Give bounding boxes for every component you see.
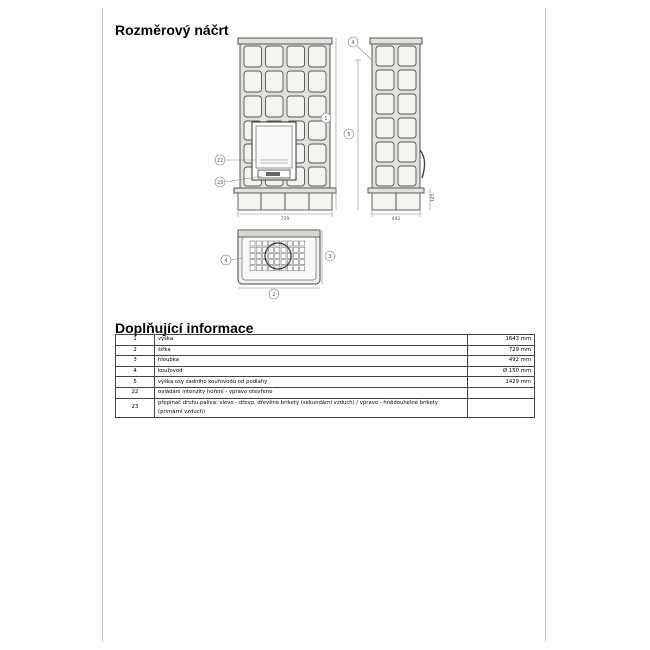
table-cell-label: hloubka: [155, 356, 468, 367]
top-grid-cell: [300, 241, 305, 246]
stove-tile: [287, 71, 305, 92]
top-grid-cell: [293, 266, 298, 271]
side-view: [344, 37, 436, 222]
stove-tile: [376, 118, 394, 138]
table-cell-value: 1643 mm: [468, 335, 535, 346]
stove-tile: [266, 71, 284, 92]
depth-dim-text: 492: [391, 217, 401, 222]
top-grid-cell: [256, 253, 261, 258]
stove-tile: [398, 166, 416, 186]
table-cell-id: 3: [116, 356, 155, 367]
info-table: [115, 334, 535, 418]
info-heading: Doplňující informace: [115, 320, 254, 336]
door-glass: [256, 126, 292, 168]
table-row: [116, 377, 535, 388]
stove-tile: [398, 142, 416, 162]
table-row: [116, 398, 535, 417]
top-grid-cell: [250, 247, 255, 252]
top-grid-cell: [300, 253, 305, 258]
table-cell-value: 1429 mm: [468, 377, 535, 388]
stove-tile: [309, 121, 327, 140]
table-cell-value: [468, 387, 535, 398]
stove-tile: [309, 144, 327, 163]
top-grid-cell: [250, 260, 255, 265]
width-dim-text: 729: [280, 217, 290, 222]
stove-tile: [244, 71, 262, 92]
top-grid-cell: [293, 260, 298, 265]
stove-tile: [266, 46, 284, 67]
table-cell-value: 729 mm: [468, 345, 535, 356]
top-grid-cell: [256, 260, 261, 265]
table-cell-value: [468, 398, 535, 417]
top-grid-cell: [300, 260, 305, 265]
top-grid-cell: [275, 247, 280, 252]
table-cell-label: přepínač druhu paliva: vlevo - dřevo, dřevěné brikety (sekundární vzduch) / vpravo - hnědouhelné brikety (primární vzduch): [155, 398, 468, 417]
stove-tile: [309, 46, 327, 67]
stove-tile: [244, 46, 262, 67]
callout-5-label: 5: [347, 132, 351, 138]
table-cell-label: kouřovod: [155, 366, 468, 377]
stove-tile: [376, 70, 394, 90]
stove-tile: [376, 46, 394, 66]
top-grid-cell: [256, 247, 261, 252]
stove-tile: [376, 94, 394, 114]
stove-tile: [266, 96, 284, 117]
top-grid-cell: [269, 253, 274, 258]
stove-tile: [244, 96, 262, 117]
top-grid-cell: [262, 241, 267, 246]
top-grid-cell: [262, 266, 267, 271]
stove-tile: [398, 46, 416, 66]
front-view: [215, 38, 336, 222]
top-view: [221, 230, 335, 299]
top-grid-cell: [300, 266, 305, 271]
table-row: [116, 356, 535, 367]
table-row: [116, 335, 535, 346]
top-grid-cell: [250, 241, 255, 246]
door-handle: [420, 150, 425, 178]
stove-tile: [287, 46, 305, 67]
table-cell-label: šířka: [155, 345, 468, 356]
top-grid-cell: [269, 247, 274, 252]
callout-4-label: 4: [351, 40, 355, 46]
top-grid-cell: [275, 260, 280, 265]
callout-4-top-label: 4: [224, 258, 228, 264]
table-row: [116, 345, 535, 356]
side-crown: [370, 38, 422, 44]
ash-pan-handle: [266, 172, 280, 176]
side-plinth-top: [368, 188, 424, 193]
stove-tile: [287, 96, 305, 117]
top-grid-cell: [300, 247, 305, 252]
top-back-rail: [238, 230, 320, 237]
top-grid: [250, 241, 305, 271]
top-grid-cell: [287, 241, 292, 246]
table-cell-id: 23: [116, 398, 155, 417]
info-table-body: [116, 335, 535, 418]
table-cell-id: 4: [116, 366, 155, 377]
top-grid-cell: [293, 253, 298, 258]
table-cell-label: výška osy zadního kouřovodu od podlahy: [155, 377, 468, 388]
table-cell-value: 492 mm: [468, 356, 535, 367]
top-grid-cell: [269, 260, 274, 265]
top-grid-cell: [281, 247, 286, 252]
stove-tile: [398, 118, 416, 138]
callout-1-label: 1: [324, 116, 328, 122]
table-row: [116, 366, 535, 377]
callout-3-label: 3: [328, 254, 332, 260]
table-cell-id: 2: [116, 345, 155, 356]
callout-4-leader: [357, 46, 372, 60]
callout-23-label: 23: [216, 180, 224, 186]
stove-tile: [309, 167, 327, 186]
top-grid-cell: [281, 260, 286, 265]
table-cell-id: 22: [116, 387, 155, 398]
table-row: [116, 387, 535, 398]
stove-tile: [398, 70, 416, 90]
top-grid-cell: [256, 241, 261, 246]
callout-22-label: 22: [216, 158, 224, 164]
top-grid-cell: [250, 266, 255, 271]
stove-tile: [309, 71, 327, 92]
table-cell-id: 1: [116, 335, 155, 346]
top-grid-cell: [256, 266, 261, 271]
top-grid-cell: [293, 241, 298, 246]
table-cell-id: 5: [116, 377, 155, 388]
table-cell-label: ovládání intenzity hoření - vpravo otevřeno: [155, 387, 468, 398]
top-grid-cell: [275, 253, 280, 258]
base-height-text: 145: [431, 193, 436, 202]
callout-2-label: 2: [272, 292, 276, 298]
top-grid-cell: [293, 247, 298, 252]
front-crown: [238, 38, 332, 44]
sketch-heading: Rozměrový náčrt: [115, 22, 229, 38]
front-plinth-top: [234, 188, 336, 193]
top-grid-cell: [281, 253, 286, 258]
top-grid-cell: [250, 253, 255, 258]
stove-tile: [398, 94, 416, 114]
stove-tile: [376, 142, 394, 162]
table-cell-label: výška: [155, 335, 468, 346]
stove-tile: [376, 166, 394, 186]
top-grid-cell: [287, 266, 292, 271]
table-cell-value: Ø 150 mm: [468, 366, 535, 377]
